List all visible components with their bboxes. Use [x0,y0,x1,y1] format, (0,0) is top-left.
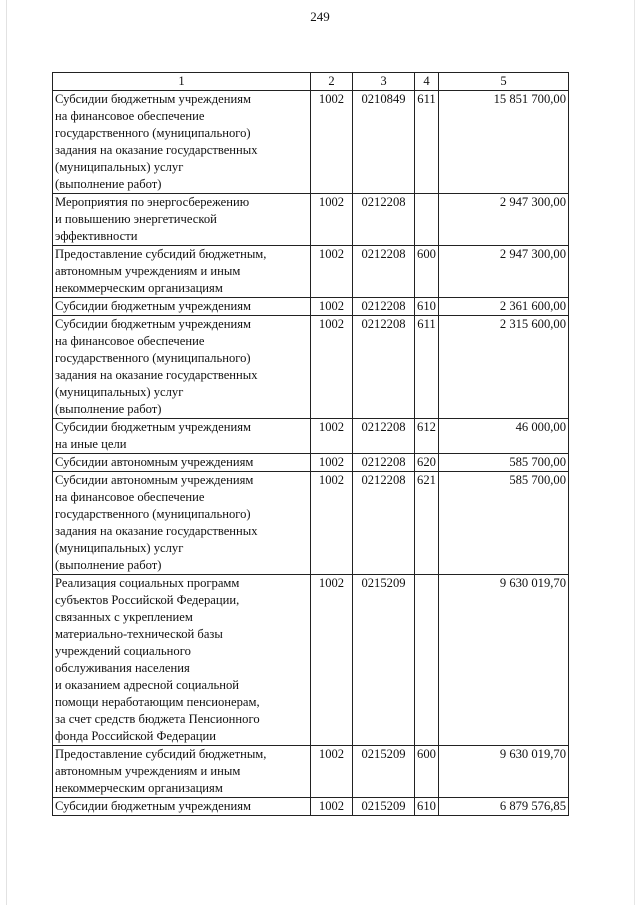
cell-section: 1002 [311,194,353,246]
cell-target: 0210849 [353,91,415,194]
table-row [53,298,569,316]
cell-section: 1002 [311,316,353,419]
cell-target: 0215209 [353,746,415,798]
table-row [53,472,569,575]
cell-amount: 585 700,00 [439,472,569,575]
cell-type [415,575,439,746]
cell-target: 0212208 [353,472,415,575]
cell-amount: 9 630 019,70 [439,746,569,798]
column-header-target: 3 [353,73,415,91]
table-header-row [53,73,569,91]
cell-target: 0212208 [353,246,415,298]
table-row [53,419,569,454]
cell-amount: 2 947 300,00 [439,194,569,246]
cell-target: 0212208 [353,194,415,246]
cell-target: 0212208 [353,454,415,472]
cell-section: 1002 [311,246,353,298]
cell-amount: 6 879 576,85 [439,798,569,816]
cell-type [415,194,439,246]
cell-target: 0212208 [353,298,415,316]
cell-section: 1002 [311,454,353,472]
column-header-amount: 5 [439,73,569,91]
table-row [53,316,569,419]
column-header-type: 4 [415,73,439,91]
cell-type: 611 [415,316,439,419]
page-number: 249 [310,9,330,24]
cell-section: 1002 [311,419,353,454]
cell-amount: 585 700,00 [439,454,569,472]
table-row [53,91,569,194]
column-header-section: 2 [311,73,353,91]
column-header-name: 1 [53,73,311,91]
budget-table [52,72,569,816]
cell-name: Субсидии автономным учреждениям [53,454,311,472]
cell-name: Субсидии бюджетным учреждениям [53,298,311,316]
cell-type: 621 [415,472,439,575]
cell-section: 1002 [311,575,353,746]
cell-section: 1002 [311,798,353,816]
cell-amount: 2 361 600,00 [439,298,569,316]
cell-amount: 9 630 019,70 [439,575,569,746]
table-row [53,575,569,746]
cell-type: 611 [415,91,439,194]
cell-type: 612 [415,419,439,454]
table-row [53,246,569,298]
cell-section: 1002 [311,298,353,316]
cell-name: Реализация социальных программ субъектов Российской Федерации, связанных с укреплением материально-технической базы учреждений социального обслуживания населения и оказанием адресной социальной помощи неработающим пенсионерам, за счет средств бюджета Пенсионного фонда Российской Федерации [53,575,311,746]
table-row [53,194,569,246]
table-row [53,798,569,816]
cell-section: 1002 [311,91,353,194]
cell-name: Субсидии автономным учреждениям на финансовое обеспечение государственного (муниципального) задания на оказание государственных (муниципальных) услуг (выполнение работ) [53,472,311,575]
cell-name: Субсидии бюджетным учреждениям [53,798,311,816]
cell-type: 600 [415,246,439,298]
table-row [53,454,569,472]
cell-type: 610 [415,298,439,316]
cell-name: Мероприятия по энергосбережению и повышению энергетической эффективности [53,194,311,246]
cell-type: 600 [415,746,439,798]
cell-section: 1002 [311,746,353,798]
scan-edge-left [6,0,7,905]
scan-edge-right [634,0,635,905]
cell-name: Субсидии бюджетным учреждениям на финансовое обеспечение государственного (муниципального) задания на оказание государственных (муниципальных) услуг (выполнение работ) [53,91,311,194]
cell-amount: 46 000,00 [439,419,569,454]
cell-name: Субсидии бюджетным учреждениям на иные цели [53,419,311,454]
cell-name: Предоставление субсидий бюджетным, автономным учреждениям и иным некоммерческим организациям [53,746,311,798]
cell-type: 620 [415,454,439,472]
cell-target: 0215209 [353,575,415,746]
cell-type: 610 [415,798,439,816]
cell-name: Субсидии бюджетным учреждениям на финансовое обеспечение государственного (муниципального) задания на оказание государственных (муниципальных) услуг (выполнение работ) [53,316,311,419]
cell-target: 0212208 [353,419,415,454]
cell-amount: 2 947 300,00 [439,246,569,298]
cell-section: 1002 [311,472,353,575]
cell-name: Предоставление субсидий бюджетным, автономным учреждениям и иным некоммерческим организациям [53,246,311,298]
cell-amount: 2 315 600,00 [439,316,569,419]
cell-amount: 15 851 700,00 [439,91,569,194]
cell-target: 0212208 [353,316,415,419]
table-row [53,746,569,798]
cell-target: 0215209 [353,798,415,816]
